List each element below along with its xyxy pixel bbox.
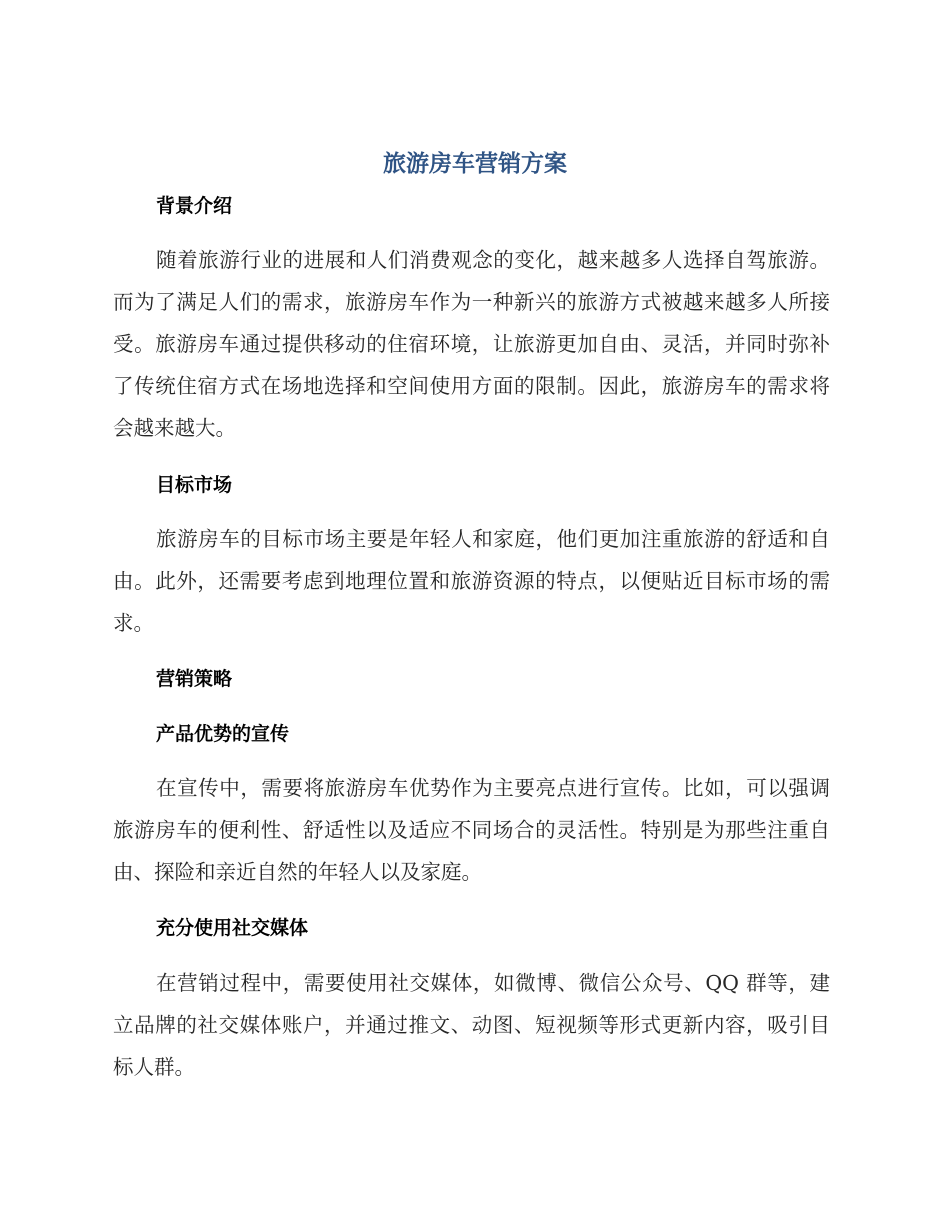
document-title: 旅游房车营销方案 [383, 151, 567, 177]
section-heading-marketing-strategy: 营销策略 [156, 668, 233, 690]
section-paragraph-target-market: 旅游房车的目标市场主要是年轻人和家庭，他们更加注重旅游的舒适和自由。此外，还需要考虑到地理位置和旅游资源的特点，以便贴近目标市场的需求。 [113, 527, 830, 635]
section-heading-product-advantages: 产品优势的宣传 [156, 723, 290, 745]
section-paragraph-product-advantages: 在宣传中，需要将旅游房车优势作为主要亮点进行宣传。比如，可以强调旅游房车的便利性、舒适性以及适应不同场合的灵活性。特别是为那些注重自由、探险和亲近自然的年轻人以及家庭。 [113, 776, 830, 884]
section-heading-social-media: 充分使用社交媒体 [156, 917, 309, 939]
section-paragraph-social-media: 在营销过程中，需要使用社交媒体，如微博、微信公众号、QQ 群等，建立品牌的社交媒体账户，并通过推文、动图、短视频等形式更新内容，吸引目标人群。 [113, 971, 830, 1079]
section-heading-target-market: 目标市场 [156, 474, 233, 496]
section-paragraph-background: 随着旅游行业的进展和人们消费观念的变化，越来越多人选择自驾旅游。而为了满足人们的需求，旅游房车作为一种新兴的旅游方式被越来越多人所接受。旅游房车通过提供移动的住宿环境，让旅游更加自由、灵活，并同时弥补了传统住宿方式在场地选择和空间使用方面的限制。因此，旅游房车的需求将会越来越大。 [113, 248, 830, 440]
section-heading-background: 背景介绍 [156, 195, 233, 217]
